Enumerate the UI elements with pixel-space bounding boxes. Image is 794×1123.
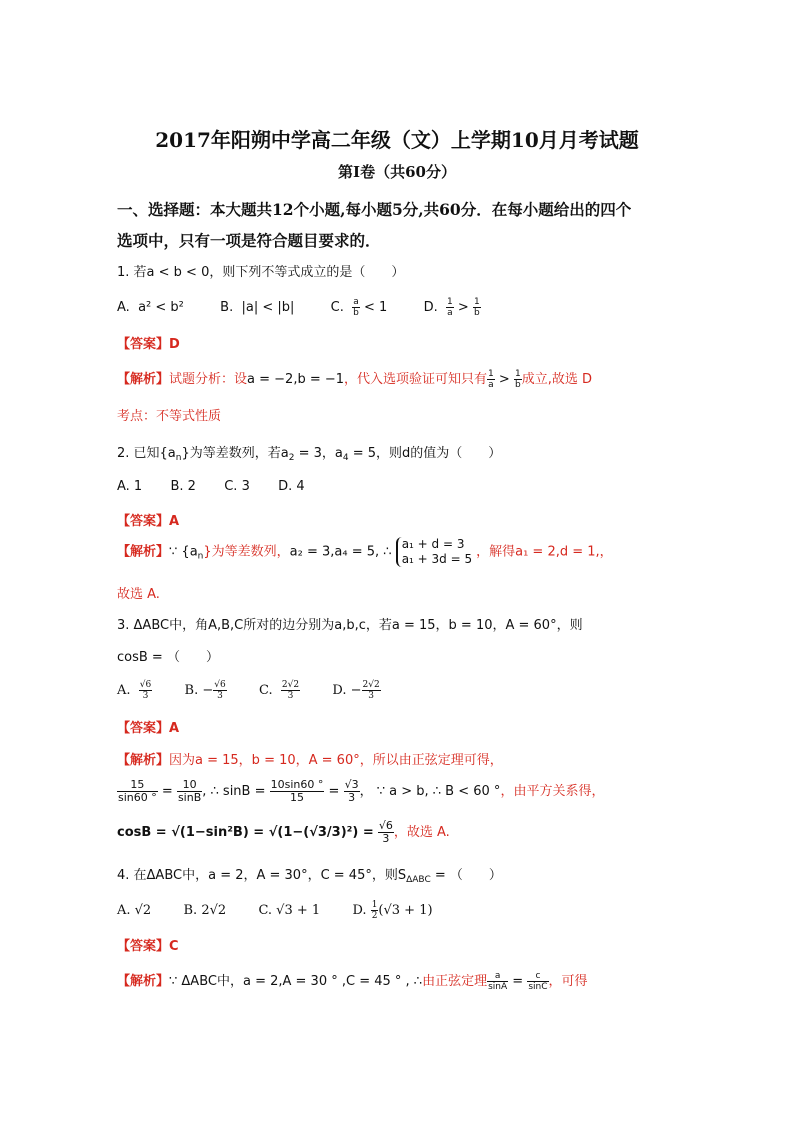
analysis-label: 【解析】 [117,753,170,768]
q3-frac-10-den: sinB [177,791,202,804]
q3-choose-a: ，故选 A. [393,825,450,840]
q1-kaodian: 考点：不等式性质 [117,409,222,424]
q3-answer-value: A [169,721,180,736]
q1-analysis-text-e: 成立,故选 D [521,372,592,387]
q2-option-c: C. 3 [224,479,250,494]
q3-frac-10 [177,779,202,804]
q3-option-c-den: 3 [287,691,294,701]
q2-analysis: 【解析】∵ $\{a_n\}$为等差数列，a₂ = 3,a₄ = 5, ∴ a₁ + d = 3 a₁ + 3d = 5 ，解得a₁ = 2,d = 1,， [117,537,613,566]
q3-frac-sin [270,779,325,804]
q2-option-d: D. 4 [278,479,305,494]
q1-option-b: |a| < |b| [241,300,295,315]
q3-option-c [281,680,300,701]
q3-frac-result [378,820,394,845]
q3-option-d-den: 3 [368,691,374,701]
q2-analysis-a: ∵ {a [169,544,198,560]
q2-stem-a: 2. 已知{a [117,446,176,461]
q4-option-a: A. √2 [117,903,152,918]
q2-system-line1: a₁ + d = 3 [401,537,465,551]
q2-stem: 2. 已知$\{a_n\}$为等差数列，若$a_2 = 3$，$a_4 = 5$，则d的值为（ ） [117,446,502,463]
q4-option-d-label: D. [352,903,367,918]
page-title: 2017年阳朔中学高二年级（文）上学期10月月考试题 [155,128,639,152]
answer-label: 【答案】 [117,721,170,736]
q3-options: A. $\frac{√6}{3}$ B. − $\frac{√6}{3}$ C. $\frac{2√2}{3}$ D. − $\frac{2√2}{3}$ [117,680,380,701]
q3-analysis-b: 所以由正弦定理可得， [372,753,503,768]
q3-option-d [362,680,381,701]
q3-option-b-den: 3 [217,691,223,701]
q3-frac-result-num: √6 [378,819,393,832]
q3-answer [117,717,179,736]
q1-answer-value: D [169,337,180,352]
q4-eq: = [512,974,524,989]
q4-analysis [117,970,588,992]
q1-analysis-frac-left: $\frac{1}{a}$ [488,369,494,390]
q4-stem-b: = （ ） [430,868,502,883]
q2-answer [117,510,179,529]
q4-answer-value: C [169,939,179,954]
q4-frac-a: $\frac{a}{\sin A}$ [488,971,508,992]
q3-option-b-label: B. [184,683,199,698]
q4-options [117,900,433,921]
q2-analysis-c: a₂ = 3,a₄ = 5, ∴ [289,544,392,560]
analysis-label: 【解析】 [117,544,170,560]
section-heading-line2: 选项中，只有一项是符合题目要求的． [117,231,381,250]
q3-pingfang: ，由平方关系得， [500,784,605,799]
q4-stem [117,864,502,885]
answer-label: 【答案】 [117,337,170,352]
q3-frac-root3-num: √3 [344,778,359,791]
q1-analysis [117,368,592,390]
q2-stem-b: }为等差数列，若a [181,446,289,461]
q3-analysis-a: 因为a = 15，b = 10，A = 60°， [169,753,373,768]
q3-analysis-line3 [117,820,450,845]
q1-option-c-fraction: $\frac{a}{b}$ [353,297,359,318]
q3-frac-15-den: sin60 ° [118,791,157,804]
q4-answer [117,935,179,954]
q2-option-b: B. 2 [170,479,196,494]
q3-cosb-formula: cosB = √(1−sin²B) = √(1−(√3/3)²) = [117,825,374,840]
analysis-label: 【解析】 [117,372,170,387]
analysis-label: 【解析】 [117,974,170,989]
q4-option-b: B. 2√2 [183,903,227,918]
q1-stem: 1. 若a < b < 0，则下列不等式成立的是（ ） [117,265,405,280]
q3-option-d-num: 2√2 [362,680,380,690]
q1-options [117,297,481,318]
q3-option-a-label: A. [117,683,131,698]
answer-label: 【答案】 [117,939,170,954]
q2-option-a: A. 1 [117,479,143,494]
q2-options [117,479,305,494]
section-heading-line1: 一、选择题：本大题共12个小题,每小题5分,共60分．在每小题给出的四个 [117,200,632,219]
q4-frac-c: $\frac{c}{\sin C}$ [528,971,548,992]
q2-stem-d: = 5，则d的值为（ ） [348,446,502,461]
q3-frac-15-num: 15 [117,779,158,792]
q3-analysis-line1 [117,749,503,768]
q2-analysis-d: ，解得a₁ = 2,d = 1,， [476,544,613,560]
q1-option-d-frac-left: $\frac{1}{a}$ [447,297,453,318]
q3-option-c-num: 2√2 [281,680,300,690]
q4-analysis-a: ∵ ΔABC中， [169,974,243,989]
q3-eq: = [328,784,340,799]
q2-answer-value: A [169,514,180,529]
q4-analysis-c: 由正弦定理 [422,974,488,989]
q3-option-a-num: √6 [139,680,152,690]
q3-frac-root3-den: 3 [348,791,356,804]
q4-option-d-tail: (√3 + 1) [378,903,433,918]
q3-sinb-eq: , ∴ sinB = [202,784,266,799]
q3-b-lt-60: ， ∵ a > b, ∴ B < 60 ° [359,784,501,799]
q3-option-a-den: 3 [142,691,149,701]
q1-analysis-values: a = −2,b = −1 [247,372,345,387]
q1-answer [117,333,180,352]
q4-analysis-e: ，可得 [548,974,588,989]
q4-analysis-b: a = 2,A = 30 ° ,C = 45 ° , ∴ [242,974,423,989]
q3-option-a [139,680,152,701]
q3-frac-root3 [344,779,360,804]
q3-analysis-line2: $\frac{15}{\sin 60 ^\circ}$ = $\frac{10}{\sin B}$ , ∴ sinB = $\frac{10\sin 60 ^\circ}{15}$ = $\frac{√3}{3}$ ， ∵ a > b, ∴ B < 60 °，由平方关系得， [118,778,605,804]
q3-frac-sin-num: 10sin60 ° [270,778,324,791]
q2-system-line2: a₁ + 3d = 5 [401,552,473,566]
q2-stem-c: = 3，a [294,446,343,461]
q3-option-d-label: D. [332,683,347,698]
q1-analysis-text-a: 试题分析：设 [169,372,248,387]
q2-equation-system [396,537,476,567]
q4-option-c: C. √3 + 1 [258,903,321,918]
q2-analysis-b: }为等差数列， [203,544,290,560]
q1-option-d-label: D. [423,300,438,315]
q3-frac-sin-den: 15 [290,791,305,804]
q1-option-d-frac-right: $\frac{1}{b}$ [473,297,480,318]
q4-stem-a: 4. 在ΔABC中，a = 2，A = 30°，C = 45°，则S [117,868,407,883]
q3-frac-result-den: 3 [382,832,390,845]
q4-stem-sub: ΔABC [406,875,431,885]
q3-frac-10-num: 10 [177,779,202,792]
q1-option-a-label: A. [117,300,130,315]
q3-stem-line1: 3. ΔABC中，角A,B,C所对的边分别为a,b,c，若a = 15，b = 10，A = 60°，则 [117,618,583,633]
q1-option-b-label: B. [220,300,234,315]
q3-frac-15 [117,779,158,804]
q1-option-d-mid: > [457,300,469,315]
q3-stem-line2: cosB = （ ） [117,650,219,665]
q3-option-c-label: C. [259,683,273,698]
q1-analysis-gt: > [498,372,510,387]
page-subtitle: 第Ⅰ卷（共60分） [338,163,456,181]
q1-analysis-frac-right: $\frac{1}{b}$ [514,369,521,390]
q4-option-d-half: $\frac{1}{2}$ [371,900,378,921]
q1-option-a: a² < b² [138,300,184,315]
q1-option-c-tail: < 1 [364,300,388,315]
q3-option-b-num: √6 [214,680,226,690]
q2-analysis-end: 故选 A. [117,587,160,602]
answer-label: 【答案】 [117,514,170,529]
q3-option-b [213,680,226,701]
q1-analysis-text-c: ，代入选项验证可知只有 [344,372,488,387]
q1-option-c-label: C. [330,300,344,315]
